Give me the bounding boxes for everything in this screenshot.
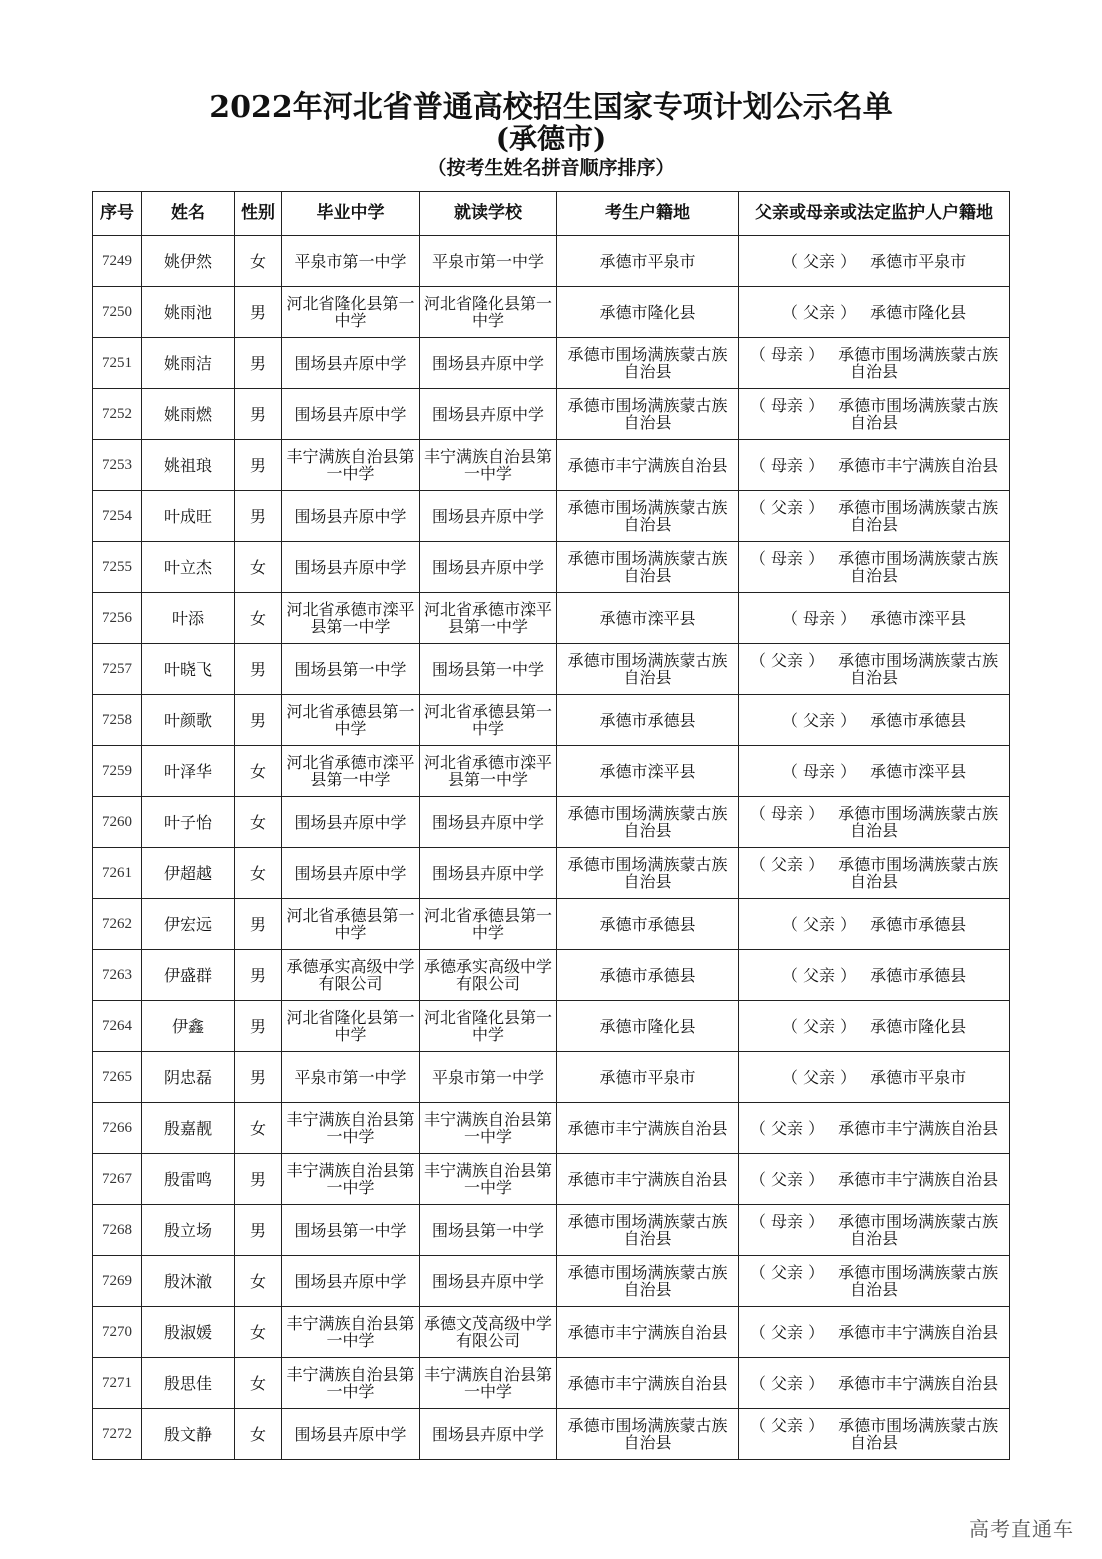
table-row — [93, 1358, 1010, 1409]
guardian-place: 承德市滦平县 — [870, 608, 967, 628]
guardian-place: 承德市承德县 — [870, 710, 967, 730]
guardian-relation: （ 父亲 ） — [749, 1263, 825, 1282]
cell-grad-school: 河北省承德县第一中学 — [282, 899, 420, 950]
cell-grad-school: 河北省承德市滦平县第一中学 — [282, 593, 420, 644]
cell-hukou: 承德市丰宁满族自治县 — [557, 1307, 739, 1358]
cell-guardian-hukou — [739, 797, 1010, 848]
cell-guardian-hukou — [739, 236, 1010, 287]
cell-gender: 男 — [235, 440, 282, 491]
header-grad-school: 毕业中学 — [282, 192, 420, 236]
table-row — [93, 1154, 1010, 1205]
cell-grad-school: 围场县第一中学 — [282, 1205, 420, 1256]
cell-hukou: 承德市围场满族蒙古族自治县 — [557, 542, 739, 593]
cell-name: 伊鑫 — [142, 1001, 235, 1052]
cell-name: 叶颜歌 — [142, 695, 235, 746]
guardian-place: 承德市围场满族蒙古族自治县 — [838, 855, 999, 891]
cell-hukou: 承德市丰宁满族自治县 — [557, 1154, 739, 1205]
cell-gender: 女 — [235, 1307, 282, 1358]
cell-gender: 女 — [235, 1103, 282, 1154]
cell-hukou: 承德市丰宁满族自治县 — [557, 440, 739, 491]
guardian-relation: （ 母亲 ） — [781, 761, 857, 781]
cell-name: 殷思佳 — [142, 1358, 235, 1409]
guardian-relation: （ 母亲 ） — [749, 804, 825, 823]
cell-hukou: 承德市隆化县 — [557, 1001, 739, 1052]
table-row — [93, 746, 1010, 797]
cell-current-school: 围场县卉原中学 — [420, 848, 557, 899]
table-row — [93, 1307, 1010, 1358]
cell-hukou: 承德市丰宁满族自治县 — [557, 1358, 739, 1409]
cell-name: 叶晓飞 — [142, 644, 235, 695]
cell-grad-school: 河北省隆化县第一中学 — [282, 1001, 420, 1052]
cell-grad-school: 丰宁满族自治县第一中学 — [282, 1103, 420, 1154]
cell-seq: 7264 — [93, 1001, 142, 1052]
cell-current-school: 围场县卉原中学 — [420, 542, 557, 593]
guardian-relation: （ 母亲 ） — [781, 608, 857, 628]
cell-guardian-hukou — [739, 389, 1010, 440]
cell-grad-school: 围场县卉原中学 — [282, 1256, 420, 1307]
cell-current-school: 河北省承德市滦平县第一中学 — [420, 593, 557, 644]
guardian-relation: （ 父亲 ） — [749, 651, 825, 670]
cell-gender: 女 — [235, 1256, 282, 1307]
guardian-place: 承德市围场满族蒙古族自治县 — [838, 804, 999, 840]
cell-name: 姚雨池 — [142, 287, 235, 338]
cell-guardian-hukou — [739, 950, 1010, 1001]
guardian-relation: （ 父亲 ） — [749, 1416, 825, 1435]
cell-gender: 女 — [235, 236, 282, 287]
cell-seq: 7255 — [93, 542, 142, 593]
table-row — [93, 797, 1010, 848]
cell-hukou: 承德市围场满族蒙古族自治县 — [557, 491, 739, 542]
cell-seq: 7251 — [93, 338, 142, 389]
cell-seq: 7257 — [93, 644, 142, 695]
cell-name: 姚雨燃 — [142, 389, 235, 440]
guardian-relation: （ 母亲 ） — [749, 345, 825, 364]
header-seq: 序号 — [93, 192, 142, 236]
cell-guardian-hukou — [739, 746, 1010, 797]
cell-guardian-hukou — [739, 1358, 1010, 1409]
cell-grad-school: 丰宁满族自治县第一中学 — [282, 1358, 420, 1409]
guardian-relation: （ 父亲 ） — [749, 1169, 825, 1189]
cell-hukou: 承德市围场满族蒙古族自治县 — [557, 389, 739, 440]
table-row — [93, 491, 1010, 542]
cell-hukou: 承德市围场满族蒙古族自治县 — [557, 644, 739, 695]
cell-current-school: 河北省承德县第一中学 — [420, 899, 557, 950]
guardian-relation: （ 父亲 ） — [781, 965, 857, 985]
guardian-place: 承德市丰宁满族自治县 — [838, 1118, 999, 1138]
guardian-relation: （ 母亲 ） — [749, 396, 825, 415]
cell-guardian-hukou — [739, 1154, 1010, 1205]
guardian-place: 承德市围场满族蒙古族自治县 — [838, 1212, 999, 1248]
cell-current-school: 围场县卉原中学 — [420, 389, 557, 440]
cell-current-school: 围场县卉原中学 — [420, 797, 557, 848]
cell-gender: 男 — [235, 1205, 282, 1256]
cell-grad-school: 围场县卉原中学 — [282, 338, 420, 389]
table-row — [93, 848, 1010, 899]
guardian-place: 承德市丰宁满族自治县 — [838, 1169, 999, 1189]
cell-name: 姚雨洁 — [142, 338, 235, 389]
cell-grad-school: 河北省承德市滦平县第一中学 — [282, 746, 420, 797]
cell-hukou: 承德市丰宁满族自治县 — [557, 1103, 739, 1154]
cell-hukou: 承德市平泉市 — [557, 236, 739, 287]
cell-hukou: 承德市围场满族蒙古族自治县 — [557, 797, 739, 848]
table-row — [93, 1103, 1010, 1154]
cell-gender: 女 — [235, 542, 282, 593]
cell-current-school: 河北省隆化县第一中学 — [420, 1001, 557, 1052]
cell-seq: 7268 — [93, 1205, 142, 1256]
cell-hukou: 承德市滦平县 — [557, 746, 739, 797]
cell-guardian-hukou — [739, 440, 1010, 491]
cell-name: 阴忠磊 — [142, 1052, 235, 1103]
guardian-relation: （ 父亲 ） — [749, 498, 825, 517]
cell-gender: 女 — [235, 1358, 282, 1409]
cell-guardian-hukou — [739, 1103, 1010, 1154]
cell-grad-school: 围场县卉原中学 — [282, 389, 420, 440]
cell-gender: 女 — [235, 797, 282, 848]
guardian-place: 承德市承德县 — [870, 965, 967, 985]
guardian-place: 承德市围场满族蒙古族自治县 — [838, 1263, 999, 1299]
header-name: 姓名 — [142, 192, 235, 236]
cell-grad-school: 围场县卉原中学 — [282, 848, 420, 899]
table-row — [93, 1001, 1010, 1052]
watermark: 高考直通车 — [969, 1517, 1074, 1541]
table-row — [93, 950, 1010, 1001]
cell-name: 叶立杰 — [142, 542, 235, 593]
table-row — [93, 287, 1010, 338]
cell-gender: 男 — [235, 1052, 282, 1103]
guardian-relation: （ 父亲 ） — [781, 914, 857, 934]
guardian-place: 承德市滦平县 — [870, 761, 967, 781]
cell-current-school: 平泉市第一中学 — [420, 1052, 557, 1103]
guardian-relation: （ 父亲 ） — [781, 1016, 857, 1036]
cell-grad-school: 丰宁满族自治县第一中学 — [282, 440, 420, 491]
guardian-relation: （ 父亲 ） — [781, 302, 857, 322]
cell-seq: 7262 — [93, 899, 142, 950]
cell-guardian-hukou — [739, 1001, 1010, 1052]
sort-note: （按考生姓名拼音顺序排序） — [427, 157, 675, 179]
cell-hukou: 承德市围场满族蒙古族自治县 — [557, 848, 739, 899]
cell-current-school: 围场县第一中学 — [420, 644, 557, 695]
cell-seq: 7270 — [93, 1307, 142, 1358]
cell-current-school: 河北省承德县第一中学 — [420, 695, 557, 746]
cell-grad-school: 围场县卉原中学 — [282, 542, 420, 593]
cell-seq: 7250 — [93, 287, 142, 338]
cell-hukou: 承德市承德县 — [557, 899, 739, 950]
guardian-place: 承德市围场满族蒙古族自治县 — [838, 345, 999, 381]
cell-name: 叶泽华 — [142, 746, 235, 797]
cell-grad-school: 丰宁满族自治县第一中学 — [282, 1154, 420, 1205]
guardian-relation: （ 父亲 ） — [781, 710, 857, 730]
table-row — [93, 1256, 1010, 1307]
table-row — [93, 389, 1010, 440]
cell-hukou: 承德市围场满族蒙古族自治县 — [557, 338, 739, 389]
cell-name: 叶添 — [142, 593, 235, 644]
cell-name: 伊盛群 — [142, 950, 235, 1001]
table-row — [93, 338, 1010, 389]
cell-current-school: 承德文茂高级中学有限公司 — [420, 1307, 557, 1358]
cell-current-school: 围场县卉原中学 — [420, 338, 557, 389]
cell-grad-school: 围场县卉原中学 — [282, 1409, 420, 1460]
cell-current-school: 围场县卉原中学 — [420, 1256, 557, 1307]
cell-seq: 7260 — [93, 797, 142, 848]
cell-name: 伊宏远 — [142, 899, 235, 950]
cell-hukou: 承德市承德县 — [557, 950, 739, 1001]
cell-grad-school: 丰宁满族自治县第一中学 — [282, 1307, 420, 1358]
cell-gender: 女 — [235, 1409, 282, 1460]
cell-seq: 7258 — [93, 695, 142, 746]
cell-current-school: 丰宁满族自治县第一中学 — [420, 1103, 557, 1154]
cell-current-school: 河北省隆化县第一中学 — [420, 287, 557, 338]
cell-current-school: 平泉市第一中学 — [420, 236, 557, 287]
header-gender: 性别 — [235, 192, 282, 236]
table-row — [93, 236, 1010, 287]
cell-gender: 女 — [235, 593, 282, 644]
table-row — [93, 542, 1010, 593]
guardian-place: 承德市围场满族蒙古族自治县 — [838, 549, 999, 585]
guardian-place: 承德市围场满族蒙古族自治县 — [838, 498, 999, 534]
guardian-place: 承德市隆化县 — [870, 1016, 967, 1036]
cell-grad-school: 河北省承德县第一中学 — [282, 695, 420, 746]
cell-seq: 7266 — [93, 1103, 142, 1154]
cell-guardian-hukou — [739, 287, 1010, 338]
cell-name: 姚祖琅 — [142, 440, 235, 491]
cell-guardian-hukou — [739, 1307, 1010, 1358]
cell-hukou: 承德市围场满族蒙古族自治县 — [557, 1205, 739, 1256]
cell-current-school: 围场县卉原中学 — [420, 1409, 557, 1460]
page-subtitle: (承德市) — [495, 122, 607, 155]
cell-current-school: 承德承实高级中学有限公司 — [420, 950, 557, 1001]
cell-guardian-hukou — [739, 1409, 1010, 1460]
cell-name: 叶成旺 — [142, 491, 235, 542]
roster-table — [92, 191, 1010, 1460]
guardian-relation: （ 父亲 ） — [781, 251, 857, 271]
cell-name: 伊超越 — [142, 848, 235, 899]
cell-gender: 男 — [235, 899, 282, 950]
cell-current-school: 丰宁满族自治县第一中学 — [420, 1154, 557, 1205]
cell-name: 殷雷鸣 — [142, 1154, 235, 1205]
cell-name: 殷淑媛 — [142, 1307, 235, 1358]
guardian-place: 承德市围场满族蒙古族自治县 — [838, 1416, 999, 1452]
cell-name: 姚伊然 — [142, 236, 235, 287]
cell-name: 殷嘉靓 — [142, 1103, 235, 1154]
cell-seq: 7252 — [93, 389, 142, 440]
cell-hukou: 承德市围场满族蒙古族自治县 — [557, 1256, 739, 1307]
cell-guardian-hukou — [739, 1256, 1010, 1307]
cell-gender: 男 — [235, 950, 282, 1001]
guardian-relation: （ 父亲 ） — [749, 855, 825, 874]
cell-guardian-hukou — [739, 593, 1010, 644]
cell-name: 叶子怡 — [142, 797, 235, 848]
guardian-relation: （ 母亲 ） — [749, 1212, 825, 1231]
cell-grad-school: 承德承实高级中学有限公司 — [282, 950, 420, 1001]
cell-hukou: 承德市隆化县 — [557, 287, 739, 338]
cell-grad-school: 河北省隆化县第一中学 — [282, 287, 420, 338]
table-row — [93, 1409, 1010, 1460]
cell-seq: 7253 — [93, 440, 142, 491]
header-guardian-hukou: 父亲或母亲或法定监护人户籍地 — [739, 192, 1010, 236]
cell-current-school: 丰宁满族自治县第一中学 — [420, 1358, 557, 1409]
cell-guardian-hukou — [739, 1052, 1010, 1103]
cell-guardian-hukou — [739, 542, 1010, 593]
cell-gender: 男 — [235, 1001, 282, 1052]
cell-current-school: 围场县第一中学 — [420, 1205, 557, 1256]
guardian-place: 承德市丰宁满族自治县 — [838, 1373, 999, 1393]
table-row — [93, 644, 1010, 695]
cell-gender: 男 — [235, 644, 282, 695]
cell-name: 殷沐澈 — [142, 1256, 235, 1307]
cell-seq: 7271 — [93, 1358, 142, 1409]
cell-grad-school: 围场县卉原中学 — [282, 491, 420, 542]
table-row — [93, 440, 1010, 491]
cell-current-school: 丰宁满族自治县第一中学 — [420, 440, 557, 491]
table-header-row — [93, 192, 1010, 236]
cell-gender: 男 — [235, 695, 282, 746]
cell-hukou: 承德市滦平县 — [557, 593, 739, 644]
table-row — [93, 1052, 1010, 1103]
table-row — [93, 1205, 1010, 1256]
cell-seq: 7249 — [93, 236, 142, 287]
guardian-place: 承德市围场满族蒙古族自治县 — [838, 651, 999, 687]
guardian-place: 承德市承德县 — [870, 914, 967, 934]
guardian-place: 承德市隆化县 — [870, 302, 967, 322]
cell-gender: 男 — [235, 338, 282, 389]
cell-gender: 男 — [235, 287, 282, 338]
cell-seq: 7263 — [93, 950, 142, 1001]
guardian-relation: （ 母亲 ） — [749, 549, 825, 568]
cell-guardian-hukou — [739, 899, 1010, 950]
cell-grad-school: 平泉市第一中学 — [282, 1052, 420, 1103]
cell-seq: 7254 — [93, 491, 142, 542]
cell-grad-school: 围场县卉原中学 — [282, 797, 420, 848]
cell-seq: 7261 — [93, 848, 142, 899]
cell-grad-school: 围场县第一中学 — [282, 644, 420, 695]
cell-seq: 7259 — [93, 746, 142, 797]
cell-seq: 7267 — [93, 1154, 142, 1205]
cell-seq: 7269 — [93, 1256, 142, 1307]
cell-hukou: 承德市平泉市 — [557, 1052, 739, 1103]
cell-guardian-hukou — [739, 644, 1010, 695]
guardian-place: 承德市丰宁满族自治县 — [838, 455, 999, 475]
table-row — [93, 695, 1010, 746]
table-row — [93, 899, 1010, 950]
cell-hukou: 承德市承德县 — [557, 695, 739, 746]
cell-gender: 女 — [235, 746, 282, 797]
header-hukou: 考生户籍地 — [557, 192, 739, 236]
cell-name: 殷立场 — [142, 1205, 235, 1256]
cell-seq: 7272 — [93, 1409, 142, 1460]
table-row — [93, 593, 1010, 644]
guardian-place: 承德市平泉市 — [870, 251, 967, 271]
cell-gender: 男 — [235, 1154, 282, 1205]
guardian-place: 承德市围场满族蒙古族自治县 — [838, 396, 999, 432]
guardian-place: 承德市平泉市 — [870, 1067, 967, 1087]
cell-grad-school: 平泉市第一中学 — [282, 236, 420, 287]
guardian-relation: （ 父亲 ） — [749, 1118, 825, 1138]
cell-guardian-hukou — [739, 1205, 1010, 1256]
cell-gender: 女 — [235, 848, 282, 899]
cell-guardian-hukou — [739, 338, 1010, 389]
cell-gender: 男 — [235, 491, 282, 542]
cell-name: 殷文静 — [142, 1409, 235, 1460]
cell-guardian-hukou — [739, 491, 1010, 542]
cell-seq: 7265 — [93, 1052, 142, 1103]
cell-current-school: 围场县卉原中学 — [420, 491, 557, 542]
cell-guardian-hukou — [739, 695, 1010, 746]
cell-current-school: 河北省承德市滦平县第一中学 — [420, 746, 557, 797]
guardian-place: 承德市丰宁满族自治县 — [838, 1322, 999, 1342]
page-title: 2022年河北省普通高校招生国家专项计划公示名单 — [209, 90, 893, 125]
cell-gender: 男 — [235, 389, 282, 440]
header-current-school: 就读学校 — [420, 192, 557, 236]
guardian-relation: （ 父亲 ） — [749, 1322, 825, 1342]
cell-hukou: 承德市围场满族蒙古族自治县 — [557, 1409, 739, 1460]
cell-guardian-hukou — [739, 848, 1010, 899]
guardian-relation: （ 父亲 ） — [781, 1067, 857, 1087]
guardian-relation: （ 母亲 ） — [749, 455, 825, 475]
cell-seq: 7256 — [93, 593, 142, 644]
guardian-relation: （ 父亲 ） — [749, 1373, 825, 1393]
